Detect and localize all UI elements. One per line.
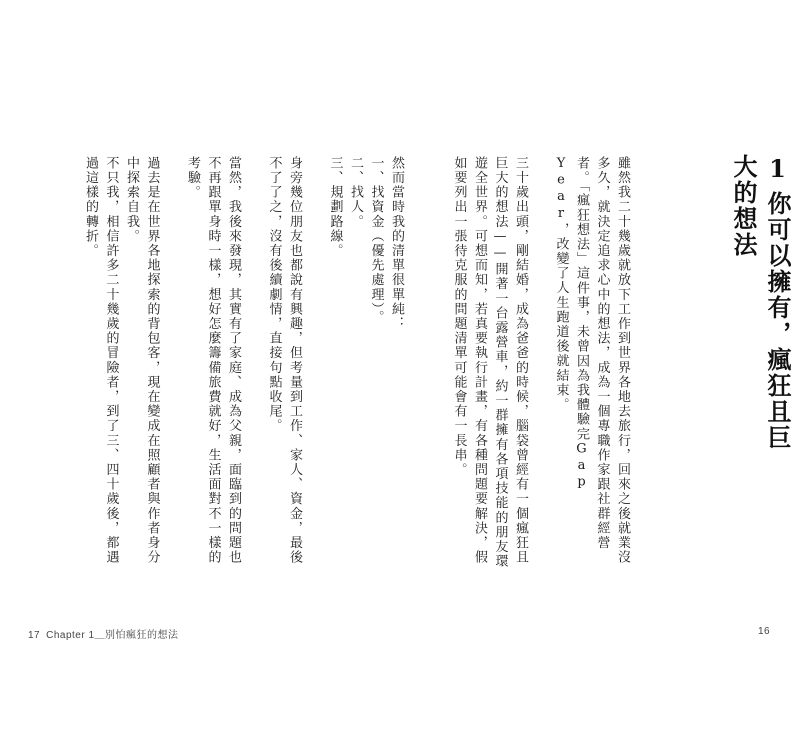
page-number: 16 <box>758 626 771 637</box>
paragraph: 三十歲出頭，剛結婚，成為爸爸的時候，腦袋曾經有一個瘋狂且巨大的想法——開著一台露營車，約一群擁有各項技能的朋友環遊全世界。可想而知，若真要執行計畫，有各種問題要解決，假如要列出一張待克服的問題清單可能會有一長串。 <box>451 156 528 569</box>
page-number: 17 <box>28 630 41 641</box>
left-page-footer <box>28 626 179 641</box>
running-head: Chapter 1＿別怕瘋狂的想法 <box>46 630 179 641</box>
list-item: 一、找資金（優先處理）。 <box>368 156 384 325</box>
paragraph: 過去是在世界各地探索的背包客，現在變成在照顧者與作者身分中探索自我。 <box>124 156 160 565</box>
paragraph: 身旁幾位朋友也都說有興趣，但考量到工作、家人、資金，最後不了了之，沒有後續劇情，直接句點收尾。 <box>266 156 302 565</box>
list-item: 二、找人。 <box>348 156 363 229</box>
paragraph: 然而當時我的清單很單純： <box>389 156 404 332</box>
left-page-body <box>56 156 406 576</box>
paragraph: 雖然我二十幾歲就放下工作到世界各地去旅行，回來之後就業沒多久，就決定追求心中的想法，成為一個專職作家跟社群經營者。「瘋狂想法」這件事，未曾因為我體驗完Gap Year，改變了人生跑道後就結束。 <box>553 156 630 565</box>
heading-number: 1 <box>763 154 792 185</box>
chapter-heading <box>726 154 794 454</box>
right-page-body <box>451 156 632 576</box>
list-item: 三、規劃路線。 <box>327 156 343 259</box>
paragraph: 當然，我後來發現，其實有了家庭、成為父親，面臨到的問題也不再跟單身時一樣，想好怎麼籌備旅費就好，生活面對不一樣的考驗。 <box>185 156 241 565</box>
right-page-footer <box>758 626 770 637</box>
paragraph: 不只我，相信許多二十幾歲的冒險者，到了三、四十歲後，都遇過這樣的轉折。 <box>83 156 119 565</box>
heading-title: 你可以擁有，瘋狂且巨大的想法 <box>729 154 792 451</box>
